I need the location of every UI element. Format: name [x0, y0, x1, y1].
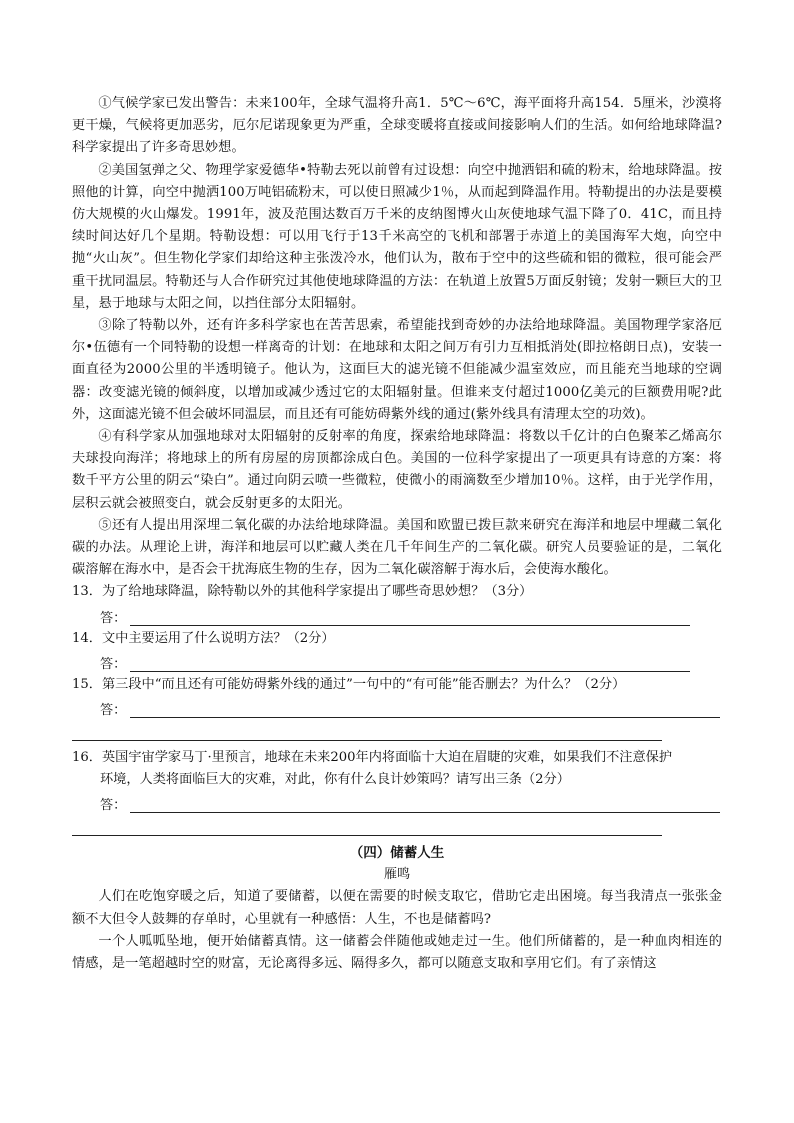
- question-13: 13．为了给地球降温，除特勒以外的其他科学家提出了哪些奇思妙想？（3分）: [72, 584, 533, 600]
- answer-label: 答：: [100, 656, 127, 672]
- paragraph-5: ⑤还有人提出用深埋二氧化碳的办法给地球降温。美国和欧盟已拨巨款来研究在海洋和地层中埋藏二氧化碳的办法。从理论上讲，海洋和地层可以贮藏人类在几千年间生产的二氧化碳。研究人员要验证的是，二氧化碳溶解在海水中，是否会干扰海底生物的生存，因为二氧化碳溶解于海水后，会使海水酸化。: [72, 517, 722, 578]
- answer-line[interactable]: [130, 703, 720, 718]
- answer-15[interactable]: [72, 696, 722, 718]
- question-15: 15．第三段中“而且还有可能妨碍紫外线的通过”一句中的“有可能”能否删去？为什么？（2分）: [72, 676, 626, 692]
- paragraph-4: ④有科学家从加强地球对太阳辐射的反射率的角度，探索给地球降温：将数以千亿计的白色聚苯乙烯高尔夫球投向海洋；将地球上的所有房屋的房顶都涂成白色。美国的一位科学家提出了一项更具有诗意的方案：将数千平方公里的阴云“染白”。通过向阴云喷一些微粒，使微小的雨滴数至少增加10％。这样，由于光学作用，层积云就会被照变白，就会反射更多的太阳光。: [72, 429, 722, 511]
- answer-label: 答：: [100, 798, 127, 814]
- question-16-cont: 环境，人类将面临巨大的灾难，对此，你有什么良计妙策吗？请写出三条（2分）: [100, 772, 570, 788]
- answer-line-extra[interactable]: [72, 823, 662, 836]
- answer-line[interactable]: [130, 611, 690, 626]
- question-14: 14．文中主要运用了什么说明方法？（2分）: [72, 630, 335, 646]
- answer-14[interactable]: [72, 650, 722, 672]
- answer-16[interactable]: [72, 791, 722, 813]
- answer-line-extra[interactable]: [72, 728, 662, 741]
- section-title: （四）储蓄人生: [349, 845, 445, 862]
- paragraph-2: ②美国氢弹之父、物理学家爱德华•特勒去死以前曾有过设想：向空中抛洒铝和硫的粉末，给地球降温。按照他的计算，向空中抛洒100万吨铝硫粉末，可以使日照减少1％，从而起到降温作用。特勒提出的办法是要模仿大规模的火山爆发。1991年，波及范围达数百万千米的皮纳图博火山灰使地球气温下降了0．41C，而且持续时间达好几个星期。特勒设想：可以用飞行于13千米高空的飞机和部署于赤道上的美国海军大炮，向空中抛“火山灰”。但生物化学家们却给这种主张泼冷水，他们认为，散布于空中的这些硫和铝的微粒，很可能会严重干扰同温层。特勒还与人合作研究过其他使地球降温的方法：在轨道上放置5万面反射镜；发射一颗巨大的卫星，悬于地球与太阳之间，以挡住部分太阳辐射。: [72, 162, 722, 311]
- answer-label: 答：: [100, 703, 127, 719]
- section-paragraph-1: 人们在吃饱穿暖之后，知道了要储蓄，以便在需要的时候支取它，借助它走出困境。每当我清点一张张金额不大但令人鼓舞的存单时，心里就有一种感悟：人生，不也是储蓄吗?: [72, 889, 722, 927]
- section-paragraph-2: 一个人呱呱坠地，便开始储蓄真情。这一储蓄会伴随他或她走过一生。他们所储蓄的，是一种血肉相连的情感，是一笔超越时空的财富，无论离得多远、隔得多久，都可以随意支取和享用它们。有了亲情这: [72, 933, 722, 972]
- answer-label: 答：: [100, 610, 127, 626]
- document-page: [72, 93, 722, 975]
- answer-line[interactable]: [130, 657, 690, 672]
- section-author: 雁鸣: [383, 867, 411, 883]
- answer-13[interactable]: [72, 604, 722, 626]
- answer-line[interactable]: [130, 798, 720, 813]
- paragraph-1: ①气候学家已发出警告：未来100年，全球气温将升高1．5℃～6℃，海平面将升高154．5厘米，沙漠将更干燥，气候将更加恶劣，厄尔尼诺现象更为严重，全球变暖将直接或间接影响人们的生活。如何给地球降温?科学家提出了许多奇思妙想。: [72, 96, 722, 156]
- paragraph-3: ③除了特勒以外，还有许多科学家也在苦苦思索，希望能找到奇妙的办法给地球降温。美国物理学家洛厄尔•伍德有一个同特勒的设想一样离奇的计划：在地球和太阳之间万有引力互相抵消处(即拉格朗日点)，安装一面直径为2000公里的半透明镜子。他认为，这面巨大的滤光镜不但能减少温室效应，而且能充当地球的空调器：改变滤光镜的倾斜度，以增加或减少透过它的太阳辐射量。但谁来支付超过1000亿美元的巨额费用呢?此外，这面滤光镜不但会破坏同温层，而且还有可能妨碍紫外线的通过(紫外线具有清理太空的功效)。: [72, 318, 722, 422]
- question-16: 16．英国宇宙学家马丁·里预言，地球在未来200年内将面临十大迫在眉睫的灾难，如果我们不注意保护: [72, 750, 673, 766]
